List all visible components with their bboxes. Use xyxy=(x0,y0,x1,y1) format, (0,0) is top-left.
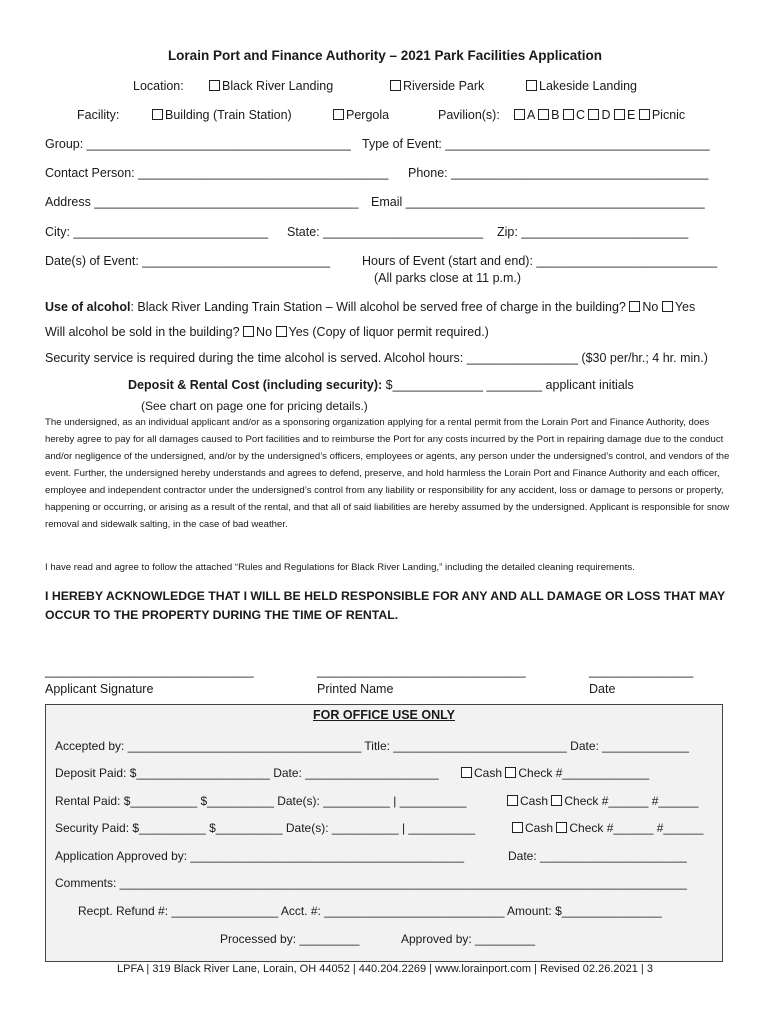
checkbox-icon[interactable] xyxy=(243,326,254,337)
office-security-method: Cash Check #______ #______ xyxy=(512,821,703,835)
office-comments[interactable]: Comments: _____________________________________________________________________________________ xyxy=(55,876,687,890)
office-approved-date[interactable]: Date: ______________________ xyxy=(508,849,687,863)
location-option-black-river[interactable]: Black River Landing xyxy=(209,79,333,93)
acknowledgement: I HEREBY ACKNOWLEDGE THAT I WILL BE HELD RESPONSIBLE FOR ANY AND ALL DAMAGE OR LOSS THAT MAY OCCUR TO THE PROPERTY DURING THE TIME OF RENTAL. xyxy=(45,589,726,622)
pavilion-c: C xyxy=(575,108,585,122)
printed-name-line[interactable]: ______________________________ xyxy=(317,664,526,678)
office-rental-paid[interactable]: Rental Paid: $__________ $__________ Date(s): __________ | __________ xyxy=(55,794,467,808)
office-approved-by[interactable]: Application Approved by: _________________________________________ xyxy=(55,849,465,863)
checkbox-icon[interactable] xyxy=(152,109,163,120)
office-processed-by[interactable]: Processed by: _________ xyxy=(220,932,360,946)
zip-field[interactable]: Zip: ________________________ xyxy=(497,225,689,239)
pavilion-options xyxy=(514,108,685,122)
checkbox-icon[interactable] xyxy=(209,80,220,91)
checkbox-icon[interactable] xyxy=(639,109,650,120)
checkbox-icon[interactable] xyxy=(276,326,287,337)
page-footer: LPFA | 319 Black River Lane, Lorain, OH 44052 | 440.204.2269 | www.lorainport.com | Revised 02.26.2021 | 3 xyxy=(117,963,653,975)
checkbox-icon[interactable] xyxy=(538,109,549,120)
group-field[interactable]: Group: ______________________________________ xyxy=(45,137,351,151)
event-dates-field[interactable]: Date(s) of Event: ___________________________ xyxy=(45,254,330,268)
signature-date-label: Date xyxy=(589,682,616,696)
alcohol-question-sold: Will alcohol be sold in the building? No Yes (Copy of liquor permit required.) xyxy=(45,325,489,339)
pavilion-label: Pavilion(s): xyxy=(438,108,500,122)
contact-person-field[interactable]: Contact Person: ____________________________________ xyxy=(45,166,389,180)
checkbox-icon[interactable] xyxy=(507,795,518,806)
office-deposit-paid[interactable]: Deposit Paid: $____________________ Date: ____________________ xyxy=(55,766,439,780)
pavilion-e: E xyxy=(627,108,636,122)
facility-label: Facility: xyxy=(77,108,120,122)
checkbox-icon[interactable] xyxy=(588,109,599,120)
location-label: Location: xyxy=(133,79,184,93)
checkbox-icon[interactable] xyxy=(505,767,516,778)
applicant-signature-line[interactable]: ______________________________ xyxy=(45,664,254,678)
applicant-signature-label: Applicant Signature xyxy=(45,682,154,696)
deposit-label: Deposit & Rental Cost (including security): xyxy=(128,378,383,392)
alcohol-label: Use of alcohol xyxy=(45,300,131,314)
event-type-field[interactable]: Type of Event: ______________________________________ xyxy=(362,137,710,151)
checkbox-icon[interactable] xyxy=(629,301,640,312)
location-option-riverside[interactable]: Riverside Park xyxy=(390,79,484,93)
checkbox-icon[interactable] xyxy=(551,795,562,806)
office-final-approved-by[interactable]: Approved by: _________ xyxy=(401,932,536,946)
checkbox-icon[interactable] xyxy=(461,767,472,778)
deposit-field[interactable]: Deposit & Rental Cost (including security): $_____________ ________ applicant initials xyxy=(128,378,634,392)
checkbox-icon[interactable] xyxy=(526,80,537,91)
location-option-lakeside[interactable]: Lakeside Landing xyxy=(526,79,637,93)
office-rental-method: Cash Check #______ #______ xyxy=(507,794,698,808)
signature-date-line[interactable]: _______________ xyxy=(589,664,694,678)
checkbox-icon[interactable] xyxy=(390,80,401,91)
alcohol-free-no: No xyxy=(642,300,659,314)
alcohol-sold-no: No xyxy=(256,325,273,339)
office-deposit-method: Cash Check #_____________ xyxy=(461,766,649,780)
city-field[interactable]: City: ____________________________ xyxy=(45,225,269,239)
email-field[interactable]: Email ___________________________________________ xyxy=(371,195,705,209)
office-accepted-by[interactable]: Accepted by: ___________________________________ Title: __________________________ Date: _____________ xyxy=(55,739,689,753)
alcohol-sold-yes: Yes (Copy of liquor permit required.) xyxy=(288,325,489,339)
pavilion-picnic: Picnic xyxy=(651,108,686,122)
pavilion-d: D xyxy=(601,108,611,122)
checkbox-icon[interactable] xyxy=(614,109,625,120)
agreement-paragraph: The undersigned, as an individual applicant and/or as a sponsoring organization applying for a rental permit from the Lorain Port and Finance Authority, does hereby agree to pay for all damages caused to Port facilities and to reimburse the Port for any costs incurred by the Port in repairing damage due to the conduct and/or negligence of the undersigned, and/or by the undersigned’s officers, employees or agents, any person under the undersigned’s control, and vendors of the event. Further, the undersigned hereby understands and agrees to defend, preserve, and hold harmless the Lorain Port and Finance Authority and each officer, employee and independent contractor under the undersigned’s control from any liability or responsibility for any accident, loss or damage to persons or property, happening or occurring, or arising as a result of the rental, and that all of said liabilities are hereby assumed by the undersigned. Applicant is responsible for snow removal and sidewalk salting, in the case of bad weather. xyxy=(45,417,730,530)
printed-name-label: Printed Name xyxy=(317,682,394,696)
checkbox-icon[interactable] xyxy=(333,109,344,120)
pavilion-b: B xyxy=(551,108,560,122)
security-service-field[interactable]: Security service is required during the time alcohol is served. Alcohol hours: ________________ ($30 per/hr.; 4 hr. min.) xyxy=(45,351,708,365)
rules-statement: I have read and agree to follow the attached “Rules and Regulations for Black River Landing,” including the detailed cleaning requirements. xyxy=(45,562,635,573)
alcohol-free-yes: Yes xyxy=(674,300,696,314)
phone-field[interactable]: Phone: _____________________________________ xyxy=(408,166,709,180)
pavilion-a: A xyxy=(527,108,535,122)
address-field[interactable]: Address ______________________________________ xyxy=(45,195,359,209)
alcohol-question-free: Use of alcohol: Black River Landing Train Station – Will alcohol be served free of charge in the building? No Yes xyxy=(45,300,696,314)
pricing-note: (See chart on page one for pricing details.) xyxy=(141,399,368,413)
page-title: Lorain Port and Finance Authority – 2021 Park Facilities Application xyxy=(167,48,603,63)
event-hours-field[interactable]: Hours of Event (start and end): __________________________ xyxy=(362,254,718,268)
checkbox-icon[interactable] xyxy=(512,822,523,833)
facility-option-pergola[interactable]: Pergola xyxy=(333,108,389,122)
checkbox-icon[interactable] xyxy=(563,109,574,120)
office-refund[interactable]: Recpt. Refund #: ________________ Acct. #: ___________________________ Amount: $_______________ xyxy=(78,904,662,918)
office-use-title: FOR OFFICE USE ONLY xyxy=(313,708,455,722)
hours-note: (All parks close at 11 p.m.) xyxy=(374,271,522,285)
checkbox-icon[interactable] xyxy=(662,301,673,312)
office-security-paid[interactable]: Security Paid: $__________ $__________ Date(s): __________ | __________ xyxy=(55,821,476,835)
checkbox-icon[interactable] xyxy=(514,109,525,120)
state-field[interactable]: State: _______________________ xyxy=(287,225,484,239)
checkbox-icon[interactable] xyxy=(556,822,567,833)
facility-option-building[interactable]: Building (Train Station) xyxy=(152,108,292,122)
